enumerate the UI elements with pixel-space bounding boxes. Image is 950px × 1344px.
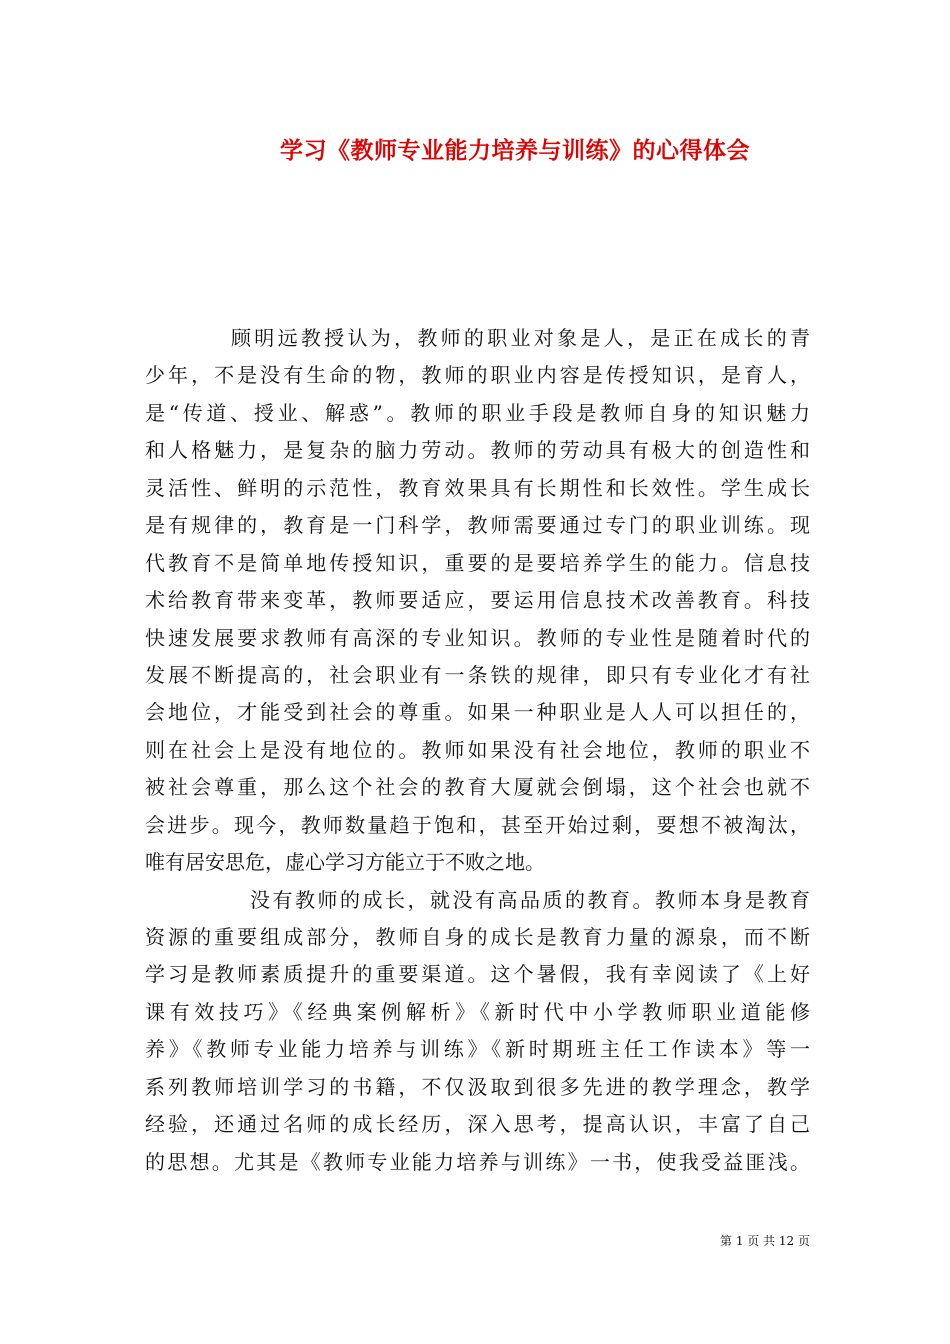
paragraph-2 [145, 882, 810, 1182]
text-line: 代教育不是简单地传授知识，重要的是要培养学生的能力。信息技 [145, 550, 810, 575]
paragraph-1 [145, 320, 810, 882]
text-line: 是“传道、授业、解惑”。教师的职业手段是教师自身的知识魅力 [145, 400, 810, 425]
text-line: 顾明远教授认为，教师的职业对象是人，是正在成长的青 [231, 326, 810, 350]
page-title: 学习《教师专业能力培养与训练》的心得体会 [280, 137, 750, 164]
text-line: 唯有居安思危，虚心学习方能立于不败之地。 [145, 850, 545, 875]
text-line: 会进步。现今，教师数量趋于饱和，甚至开始过剩，要想不被淘汰， [145, 812, 810, 837]
text-line: 没有教师的成长，就没有高品质的教育。教师本身是教育 [250, 887, 810, 912]
text-line: 系列教师培训学习的书籍，不仅汲取到很多先进的教学理念，教学 [145, 1074, 810, 1099]
page-footer: 第 1 页 共 12 页 [720, 1234, 810, 1248]
text-line: 资源的重要组成部分，教师自身的成长是教育力量的源泉，而不断 [145, 925, 810, 949]
text-line: 学习是教师素质提升的重要渠道。这个暑假，我有幸阅读了《上好 [145, 962, 810, 987]
text-line: 和人格魅力，是复杂的脑力劳动。教师的劳动具有极大的创造性和 [145, 438, 810, 463]
text-line: 的思想。尤其是《教师专业能力培养与训练》一书，使我受益匪浅。 [145, 1149, 810, 1174]
text-line: 是有规律的，教育是一门科学，教师需要通过专门的职业训练。现 [145, 513, 810, 538]
text-line: 发展不断提高的，社会职业有一条铁的规律，即只有专业化才有社 [145, 662, 810, 687]
text-line: 被社会尊重，那么这个社会的教育大厦就会倒塌，这个社会也就不 [145, 775, 810, 800]
text-line: 课有效技巧》《经典案例解析》《新时代中小学教师职业道能修 [145, 999, 810, 1024]
text-line: 灵活性、鲜明的示范性，教育效果具有长期性和长效性。学生成长 [145, 475, 810, 500]
body-text [145, 320, 810, 1181]
text-line: 术给教育带来变革，教师要适应，要运用信息技术改善教育。科技 [145, 588, 810, 613]
text-line: 养》《教师专业能力培养与训练》《新时期班主任工作读本》等一 [145, 1037, 810, 1062]
text-line: 经验，还通过名师的成长经历，深入思考，提高认识，丰富了自己 [145, 1112, 810, 1137]
text-line: 则在社会上是没有地位的。教师如果没有社会地位，教师的职业不 [145, 737, 810, 762]
text-line: 少年，不是没有生命的物，教师的职业内容是传授知识，是育人， [145, 363, 810, 388]
text-line: 会地位，才能受到社会的尊重。如果一种职业是人人可以担任的， [145, 700, 810, 725]
text-line: 快速发展要求教师有高深的专业知识。教师的专业性是随着时代的 [145, 625, 810, 650]
